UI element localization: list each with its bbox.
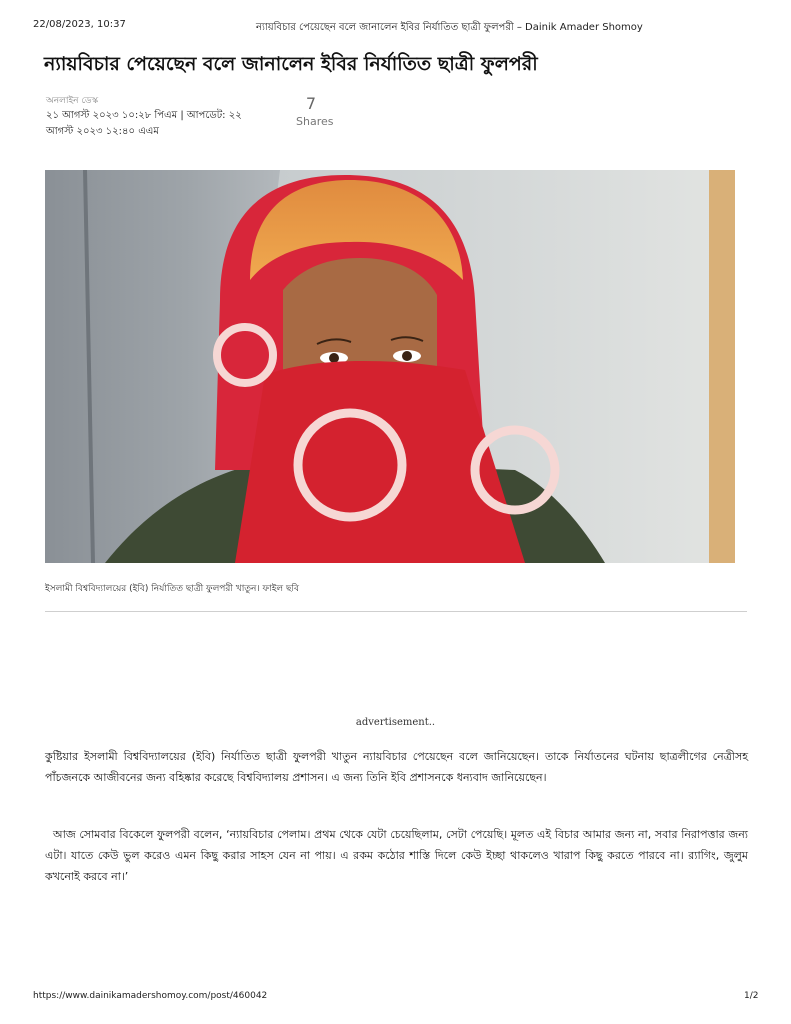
byline: অনলাইন ডেস্ক xyxy=(46,96,99,106)
print-page-number: 1/2 xyxy=(744,991,759,1001)
print-datetime: 22/08/2023, 10:37 xyxy=(33,19,126,30)
print-footer-url[interactable]: https://www.dainikamadershomoy.com/post/460042 xyxy=(33,991,268,1001)
share-label[interactable]: Shares xyxy=(296,115,334,128)
photo-caption: ইসলামী বিশ্ববিদ্যালয়ের (ইবি) নির্যাতিত ছাত্রী ফুলপরী খাতুন। ফাইল ছবি xyxy=(45,584,299,594)
article-photo xyxy=(45,170,735,563)
publish-dateline: ২১ আগস্ট ২০২৩ ১০:২৮ পিএম | আপডেট: ২২ আগস্ট ২০২৩ ১২:৪০ এএম xyxy=(46,110,242,137)
article-headline: ন্যায়বিচার পেয়েছেন বলে জানালেন ইবির নির্যাতিত ছাত্রী ফুলপরী xyxy=(44,53,538,75)
portrait-photo-illustration xyxy=(45,170,735,563)
article-paragraph: আজ সোমবার বিকেলে ফুলপরী বলেন, ‘ন্যায়বিচার পেলাম। প্রথম থেকে যেটা চেয়েছিলাম, সেটা পেয়েছি। মূলত এই বিচার আমার জন্য না, সবার নিরাপত্তার জন্য এটা। যাতে কেউ ভুল করেও এমন কিছু করার সাহস যেন না পায়। এ রকম কঠোর শাস্তি দিলে কেউ ইচ্ছা থাকলেও খারাপ কিছু করতে পারবে না। র‍্যাগিং, জুলুম কখনোই করবে না।’ xyxy=(45,828,748,883)
print-page-title: ন্যায়বিচার পেয়েছেন বলে জানালেন ইবির নির্যাতিত ছাত্রী ফুলপরী – Dainik Amader Shomoy xyxy=(256,22,643,33)
article-paragraph: কুষ্টিয়ার ইসলামী বিশ্ববিদ্যালয়ের (ইবি) নির্যাতিত ছাত্রী ফুলপরী খাতুন ন্যায়বিচার পেয়েছেন বলে জানিয়েছেন। তাকে নির্যাতনের ঘটনায় ছাত্রলীগের নেত্রীসহ পাঁচজনকে আজীবনের জন্য বহিষ্কার করেছে বিশ্ববিদ্যালয় প্রশাসন। এ জন্য তিনি ইবি প্রশাসনকে ধন্যবাদ জানিয়েছেন। xyxy=(45,750,748,784)
share-count[interactable]: 7 xyxy=(305,94,317,113)
divider xyxy=(45,611,747,612)
advertisement-label: advertisement.. xyxy=(355,717,436,728)
